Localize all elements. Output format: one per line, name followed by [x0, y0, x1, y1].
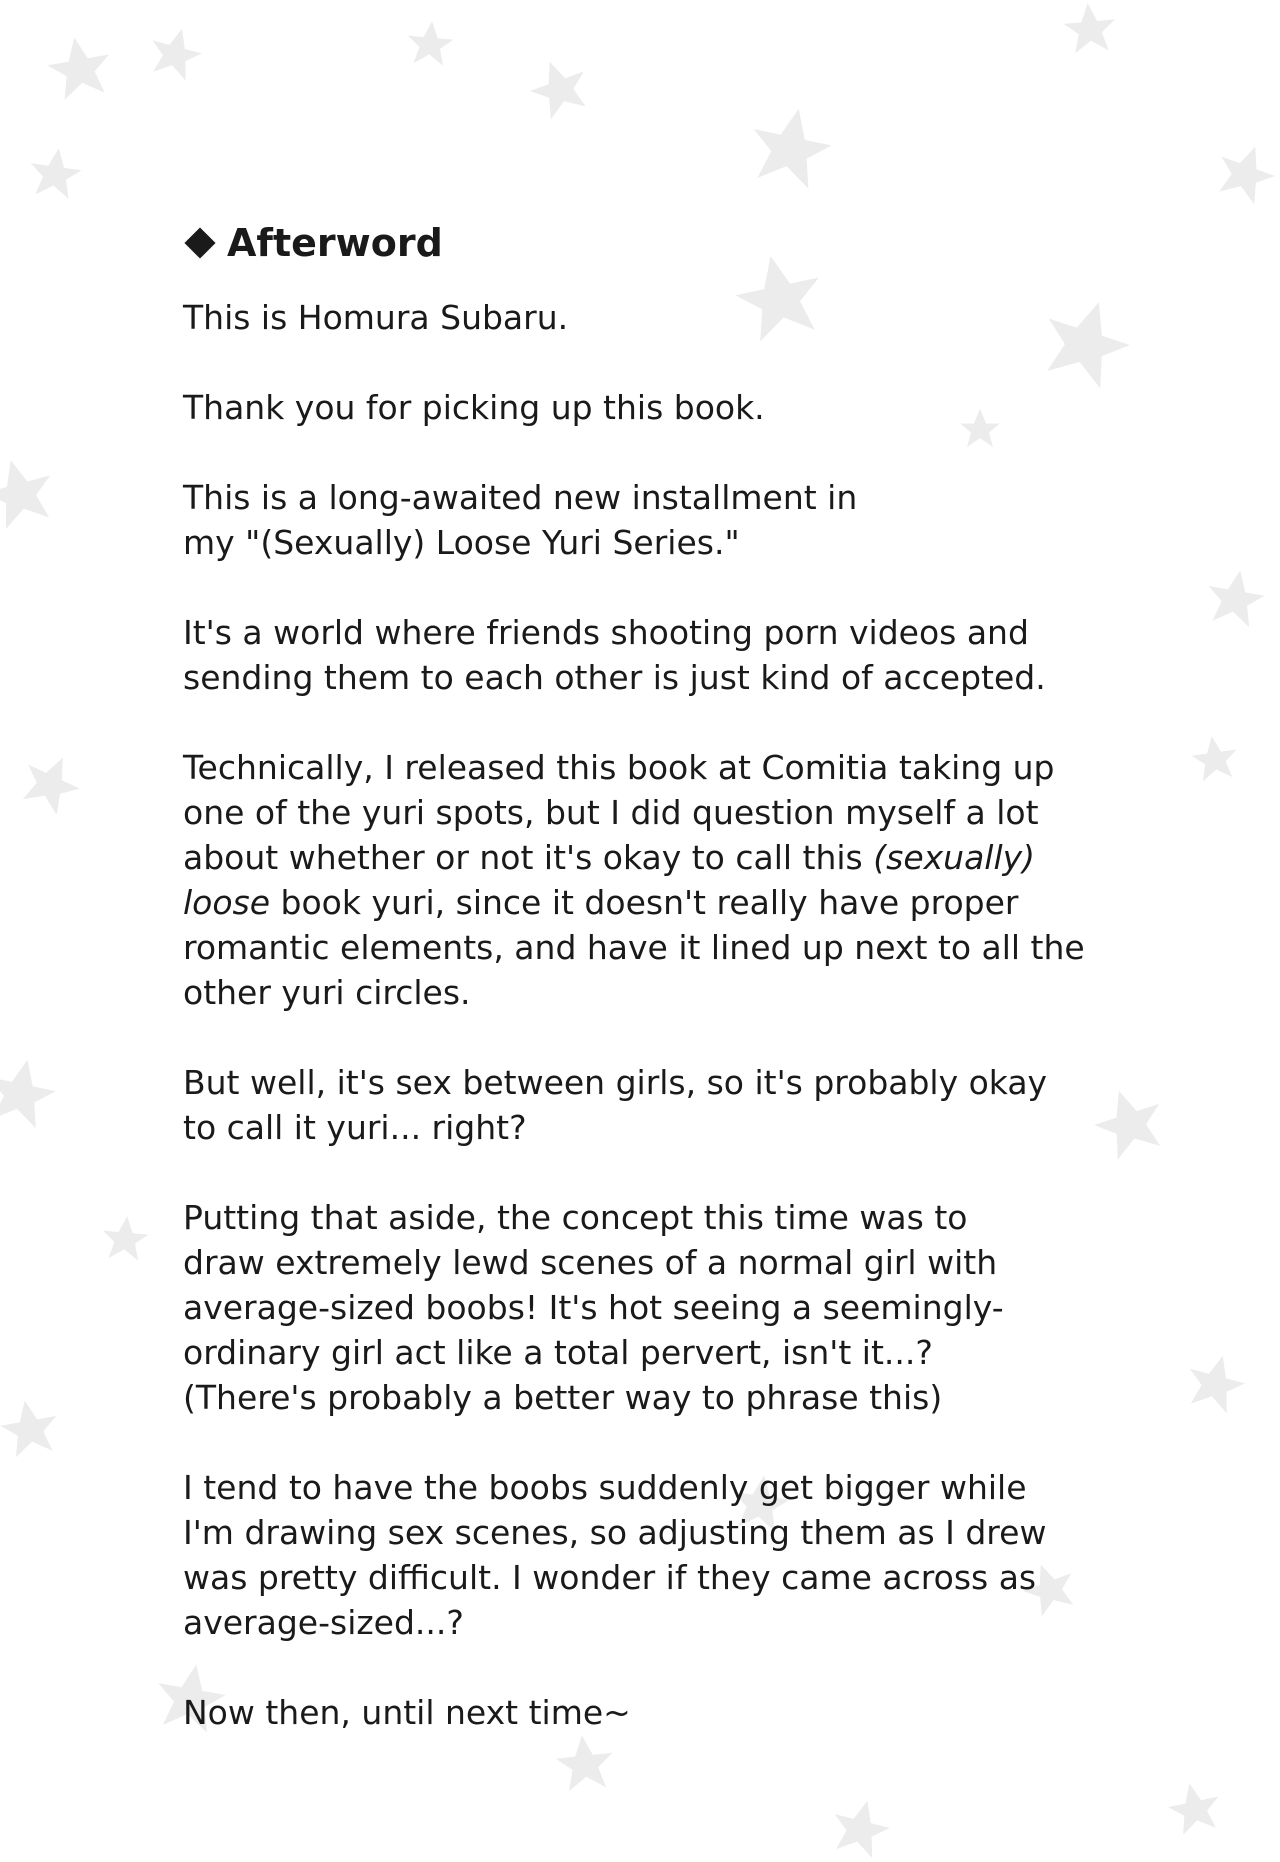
paragraph-comitia: [183, 745, 1143, 1015]
star-icon: [0, 1396, 62, 1459]
star-icon: [1164, 1778, 1224, 1836]
star-icon: [0, 1053, 61, 1131]
paragraph-drawing: I tend to have the boobs suddenly get bigger while I'm drawing sex scenes, so adjusting them as I drew was pretty difficult. I wonder if they came across as average-sized...?: [183, 1468, 1047, 1642]
star-icon: [826, 1794, 894, 1860]
heading-title: Afterword: [227, 221, 443, 265]
star-icon: [1181, 1349, 1250, 1416]
star-icon: [1210, 137, 1280, 208]
star-icon: [101, 1214, 150, 1261]
star-icon: [43, 32, 115, 102]
paragraph-farewell: Now then, until next time~: [183, 1693, 631, 1732]
star-icon: [1203, 566, 1269, 629]
paragraph-greeting: This is Homura Subaru.: [183, 298, 569, 337]
star-icon: [1189, 733, 1240, 782]
star-icon: [14, 746, 89, 819]
comitia-text-part2: book yuri, since it doesn't really have proper romantic elements, and have it lined up next to all the other yuri circles.: [183, 883, 1085, 1012]
diamond-bullet-icon: [184, 227, 215, 258]
star-icon: [1062, 1, 1117, 54]
paragraph-thanks: Thank you for picking up this book.: [183, 388, 765, 427]
star-icon: [0, 451, 61, 532]
star-icon: [27, 145, 85, 201]
paragraph-world: It's a world where friends shooting porn videos and sending them to each other is just kind of accepted.: [183, 613, 1046, 697]
comitia-emphasis: (sexually) loose: [183, 838, 1036, 922]
afterword-heading: [183, 215, 1143, 271]
paragraph-series: This is a long-awaited new installment in my "(Sexually) Loose Yuri Series.": [183, 478, 858, 562]
star-icon: [145, 22, 207, 82]
star-icon: [406, 19, 455, 66]
paragraph-yuri: But well, it's sex between girls, so it's probably okay to call it yuri... right?: [183, 1063, 1048, 1147]
afterword-page: [183, 215, 1143, 1780]
star-icon: [523, 52, 595, 123]
star-icon: [744, 101, 838, 192]
paragraph-concept: Putting that aside, the concept this time was to draw extremely lewd scenes of a normal girl with average-sized boobs! It's hot seeing a seemingly- ordinary girl act like a total pervert, isn't it...? (There's probably a better way to phrase this): [183, 1198, 1004, 1417]
comitia-text-part1: Technically, I released this book at Comitia taking up one of the yuri spots, but I did question myself a lot about whether or not it's okay to call this: [183, 748, 1055, 877]
